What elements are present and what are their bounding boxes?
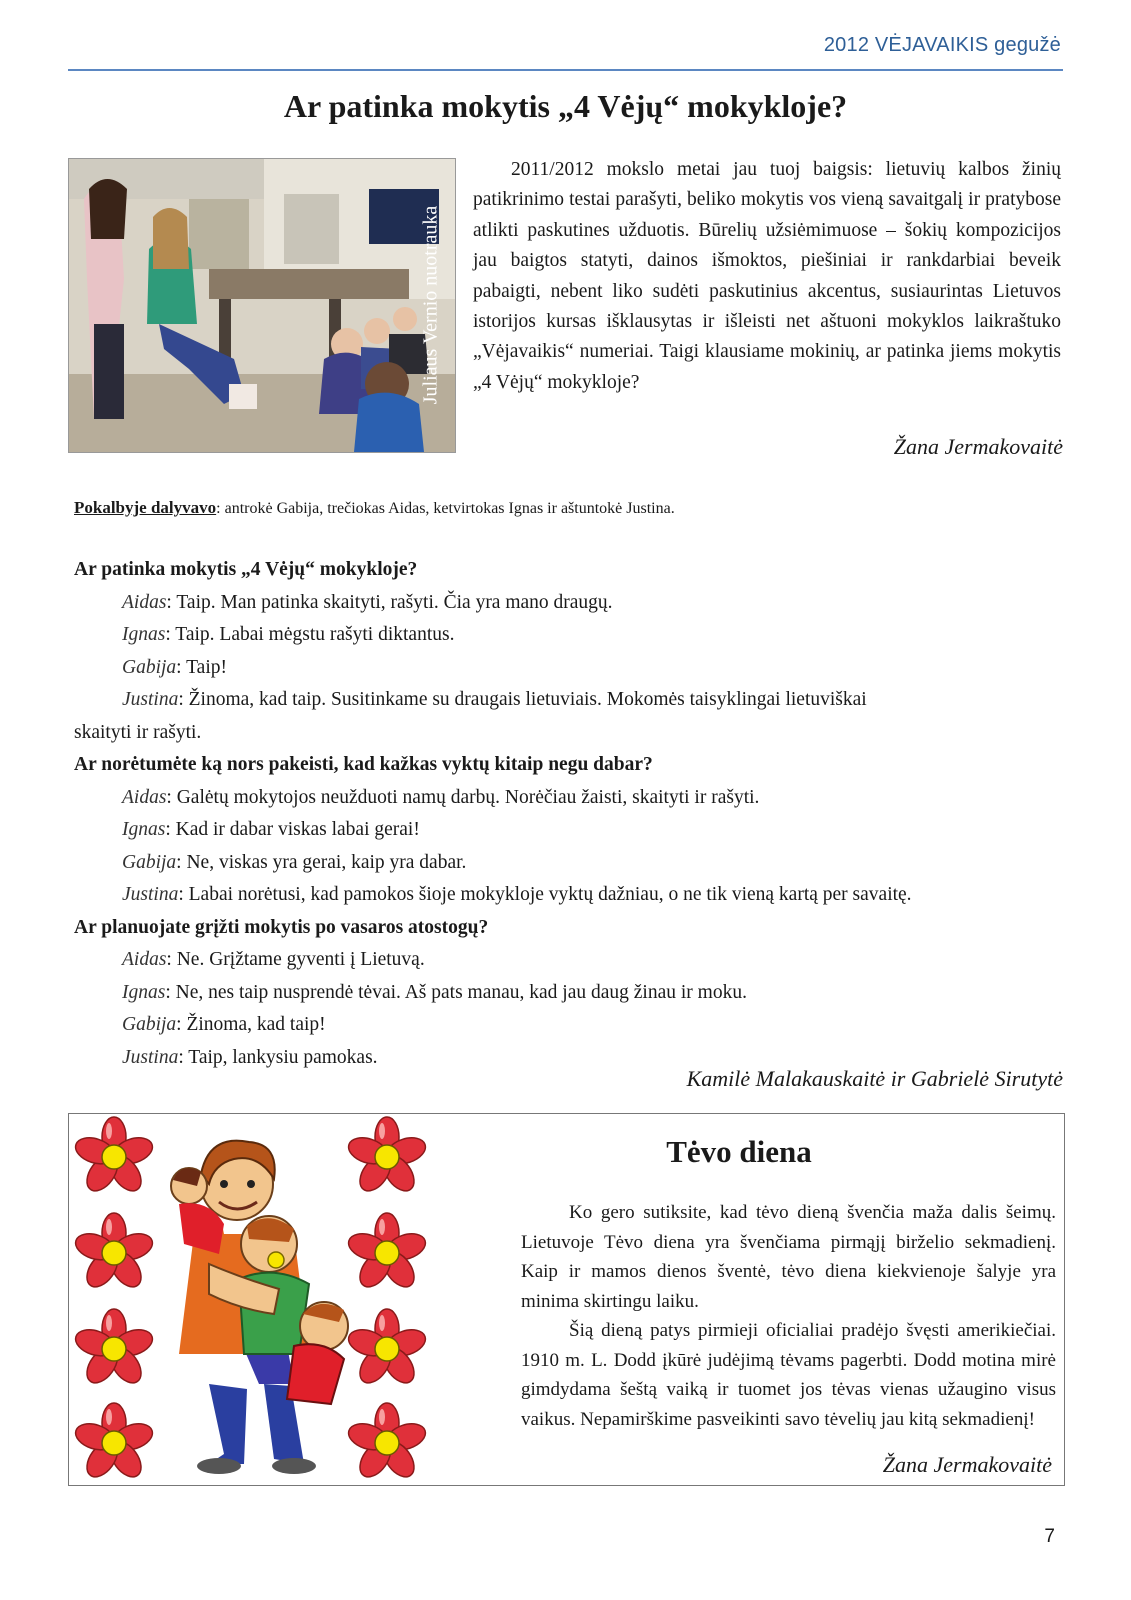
fathers-day-box xyxy=(68,1113,1065,1486)
photo-credit: Juliaus Vernio nuotrauka xyxy=(419,205,442,404)
intro-author: Žana Jermakovaitė xyxy=(893,434,1063,459)
answer: Gabija: Žinoma, kad taip! xyxy=(122,1014,326,1035)
question-3: Ar planuojate grįžti mokytis po vasaros atostogų? xyxy=(74,916,489,938)
page-number: 7 xyxy=(1044,1526,1055,1547)
participants-label: Pokalbyje dalyvavo xyxy=(74,498,217,517)
answer: Ignas: Kad ir dabar viskas labai gerai! xyxy=(122,819,420,840)
answer: Justina: Labai norėtusi, kad pamokos šioje mokykloje vyktų dažniau, o ne tik vieną kartą per savaitę. xyxy=(122,884,912,905)
speaker-name: Aidas xyxy=(122,949,167,970)
answer: Aidas: Taip. Man patinka skaityti, rašyti. Čia yra mano draugų. xyxy=(122,591,613,613)
speaker-name: Aidas xyxy=(122,786,167,808)
classroom-photo xyxy=(68,158,456,453)
box-author: Žana Jermakovaitė xyxy=(882,1452,1052,1477)
header-rule xyxy=(68,69,1063,71)
question-1: Ar patinka mokytis „4 Vėjų“ mokykloje? xyxy=(74,559,418,580)
header-title: 2012 VĖJAVAIKIS gegužė xyxy=(823,34,1061,56)
speaker-name: Ignas xyxy=(122,624,166,645)
fathers-day-illustration xyxy=(69,1114,509,1485)
box-text: Ko gero sutiksite, kad tėvo dieną švenčia maža dalis šeimų. Lietuvoje Tėvo diena yra švenčiama pirmąjį birželio sekmadienį. Kaip ir mamos dienos šventė, tėvo diena kiekvienoje šalyje yra minima skirtingu laiku. Šią dieną patys pirmieji oficialiai pradėjo švęsti amerikiečiai. 1910 m. L. Dodd įkūrė judėjimą tėvams pagerbti. Dodd motina mirė gimdydama šeštą vaiką ir tuomet jos tėvas vienas užaugino visus vaikus. Nepamirškime pasveikinti savo tėvelių jau kitą sekmadienį! xyxy=(521,1202,1056,1430)
answer: Gabija: Taip! xyxy=(122,656,227,678)
answer: Aidas: Galėtų mokytojos neužduoti namų darbų. Norėčiau žaisti, skaityti ir rašyti. xyxy=(122,786,760,808)
speaker-name: Aidas xyxy=(122,591,167,613)
answer: Justina: Žinoma, kad taip. Susitinkame su draugais lietuviais. Mokomės taisyklingai lietuviškai xyxy=(122,689,867,710)
intro-paragraph: 2011/2012 mokslo metai jau tuoj baigsis: lietuvių kalbos žinių patikrinimo testai parašyti, beliko mokytis vos vieną savaitgalį ir pratybose atlikti paskutines užduotis. Būrelių užsiėmimuose – šokių kompozicijos jau baigtos statyti, dainos išmoktos, piešiniai ir rankdarbiai beveik pabaigti, nebent liko sudėti paskutinius akcentus, susiaurintas Lietuvos istorijos kursas išklausytas ir išleisti net aštuoni mokyklos laikraštuko „Vėjavaikis“ numeriai. Taigi klausiame mokinių, ar patinka jiems mokytis „4 Vėjų“ mokykloje? xyxy=(473,159,1061,393)
article-title: Ar patinka mokytis „4 Vėjų“ mokykloje? xyxy=(283,88,848,124)
answer: Ignas: Ne, nes taip nusprendė tėvai. Aš pats manau, kad jau daug žinau ir moku. xyxy=(122,981,747,1003)
answer: Aidas: Ne. Grįžtame gyventi į Lietuvą. xyxy=(122,949,425,970)
question-2: Ar norėtumėte ką nors pakeisti, kad kažkas vyktų kitaip negu dabar? xyxy=(74,754,653,775)
interview xyxy=(74,554,1063,1074)
answer: Justina: Taip, lankysiu pamokas. xyxy=(122,1046,378,1068)
speaker-name: Justina xyxy=(122,689,179,710)
speaker-name: Gabija xyxy=(122,656,177,678)
participants-line xyxy=(74,498,675,518)
speaker-name: Gabija xyxy=(122,851,177,873)
speaker-name: Justina xyxy=(122,884,179,905)
speaker-name: Ignas xyxy=(122,981,166,1003)
answer: Ignas: Taip. Labai mėgstu rašyti diktantus. xyxy=(122,624,455,645)
speaker-name: Ignas xyxy=(122,819,166,840)
box-title: Tėvo diena xyxy=(666,1134,812,1169)
speaker-name: Gabija xyxy=(122,1014,177,1035)
speaker-name: Justina xyxy=(122,1046,179,1068)
participants-text: : antrokė Gabija, trečiokas Aidas, ketvirtokas Ignas ir aštuntokė Justina. xyxy=(216,500,675,517)
interview-authors: Kamilė Malakauskaitė ir Gabrielė Sirutytė xyxy=(686,1066,1063,1091)
answer: Gabija: Ne, viskas yra gerai, kaip yra dabar. xyxy=(122,851,467,873)
answer-continuation: skaityti ir rašyti. xyxy=(74,721,202,743)
